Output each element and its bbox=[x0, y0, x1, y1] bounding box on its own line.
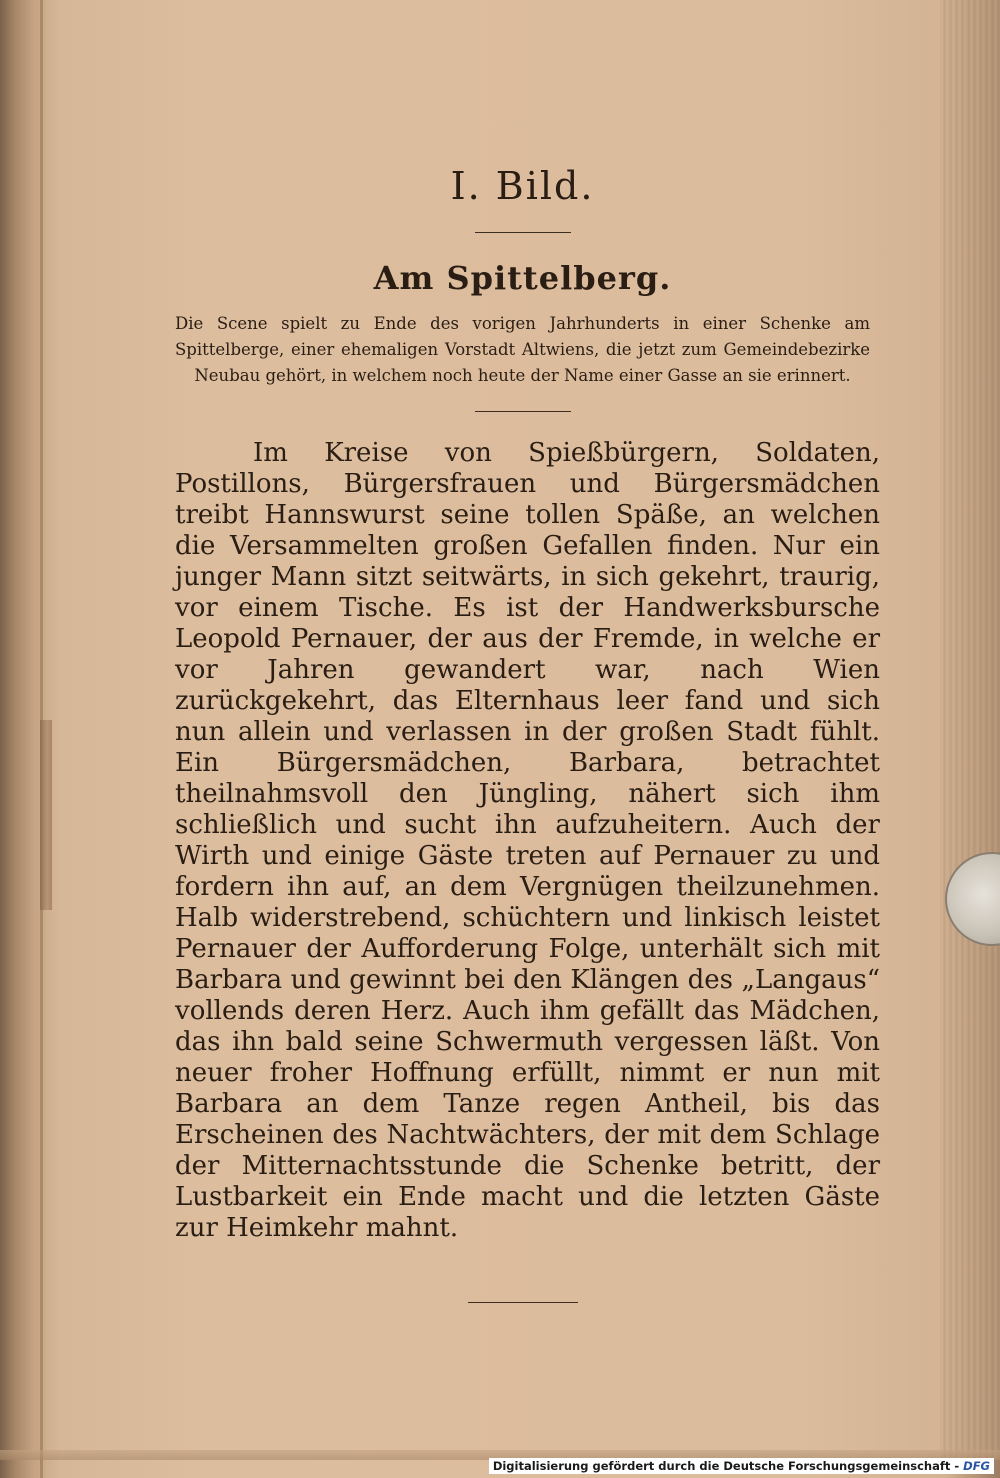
body-paragraph: Im Kreise von Spießbürgern, Soldaten, Postillons, Bürgersfrauen und Bürgersmädchen treibt Hannswurst seine tollen Späße, an welchen die Versammelten großen Gefallen finden. Nur ein junger Mann sitzt seitwärts, in sich gekehrt, traurig, vor einem Tische. Es ist der Handwerksbursche Leopold Pernauer, der aus der Fremde, in welche er vor Jahren gewandert war, nach Wien zurückgekehrt, das Elternhaus leer fand und sich nun allein und verlassen in der großen Stadt fühlt. Ein Bürgersmädchen, Barbara, betrachtet theilnahmsvoll den Jüngling, nähert sich ihm schließlich und sucht ihn aufzuheitern. Auch der Wirth und einige Gäste treten auf Pernauer zu und fordern ihn auf, an dem Vergnügen theilzunehmen. Halb widerstrebend, schüchtern und linkisch leistet Pernauer der Aufforderung Folge, unterhält sich mit Barbara und gewinnt bei den Klängen des „Langaus“ vollends deren Herz. Auch ihm gefällt das Mädchen, das ihn bald seine Schwermuth vergessen läßt. Von neuer froher Hoffnung erfüllt, nimmt er nun mit Barbara an dem Tanze regen Antheil, bis das Erscheinen des Nachtwächters, der mit dem Schlage der Mitternachtsstunde die Schenke betritt, der Lustbarkeit ein Ende macht und die letzten Gäste zur Heimkehr mahnt. bbox=[175, 438, 880, 1243]
divider-rule bbox=[475, 232, 571, 233]
chapter-title: I. Bild. bbox=[450, 164, 595, 208]
binding-tape bbox=[40, 720, 52, 910]
credit-text: Digitalisierung gefördert durch die Deutsche Forschungsgemeinschaft - bbox=[492, 1459, 960, 1473]
end-rule bbox=[468, 1302, 578, 1303]
page-content bbox=[165, 140, 880, 1303]
dfg-logo: DFG bbox=[963, 1459, 990, 1473]
section-title: Am Spittelberg. bbox=[373, 259, 672, 297]
digitization-credit bbox=[489, 1458, 994, 1474]
scene-description: Die Scene spielt zu Ende des vorigen Jahrhunderts in einer Schenke am Spittelberge, einer ehemaligen Vorstadt Altwiens, die jetzt zum Gemeindebezirke Neubau gehört, in welchem noch heute der Name einer Gasse an sie erinnert. bbox=[175, 314, 870, 385]
divider-rule bbox=[475, 411, 571, 412]
page-stack-edge bbox=[940, 0, 1000, 1460]
